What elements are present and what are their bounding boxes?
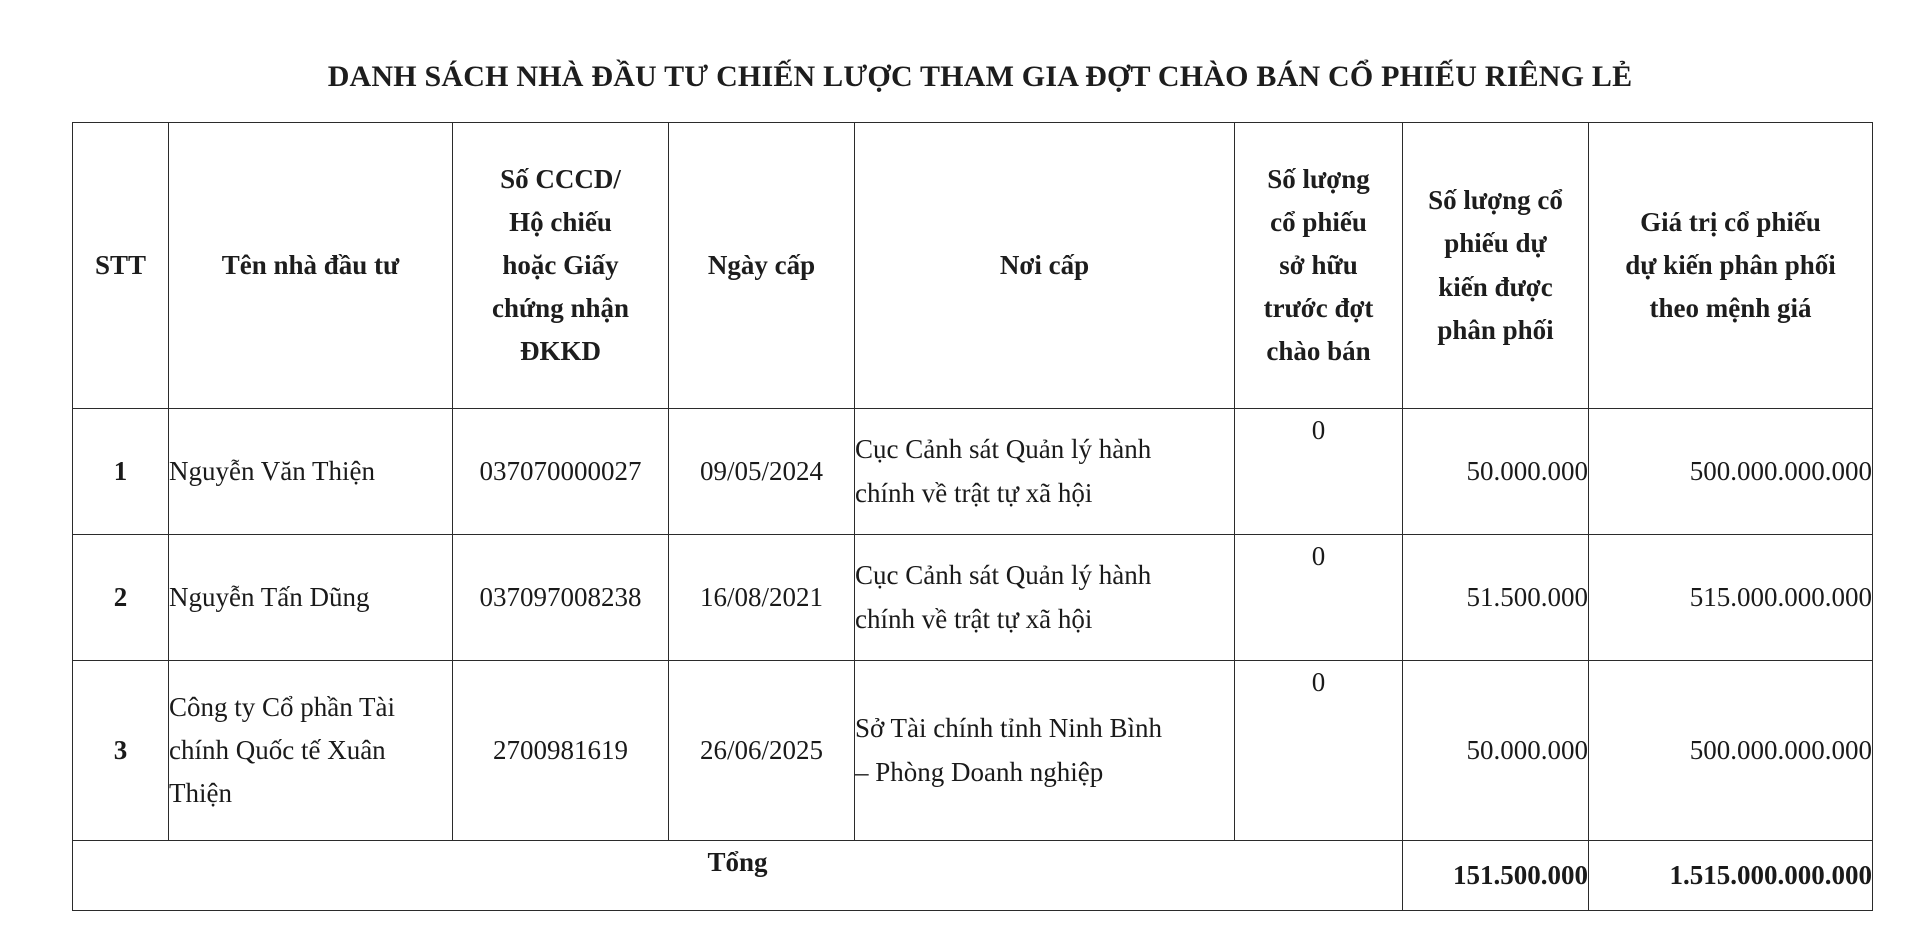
row-shares-owned: 0 <box>1235 409 1403 535</box>
row-stt: 1 <box>73 409 169 535</box>
row-id-number: 037097008238 <box>453 535 669 661</box>
row-id-number: 037070000027 <box>453 409 669 535</box>
row-stt: 3 <box>73 661 169 841</box>
header-share-value: Giá trị cổ phiếu dự kiến phân phối theo mệnh giá <box>1589 123 1873 409</box>
row-investor-name: Công ty Cổ phần Tài chính Quốc tế Xuân Thiện <box>169 661 453 841</box>
document-title: DANH SÁCH NHÀ ĐẦU TƯ CHIẾN LƯỢC THAM GIA ĐỢT CHÀO BÁN CỔ PHIẾU RIÊNG LẺ <box>327 60 1633 93</box>
row-issue-date: 26/06/2025 <box>669 661 855 841</box>
total-share-value: 1.515.000.000.000 <box>1589 841 1873 911</box>
header-stt: STT <box>73 123 169 409</box>
row-issue-date: 09/05/2024 <box>669 409 855 535</box>
total-label: Tổng <box>73 841 1403 911</box>
header-id-number: Số CCCD/ Hộ chiếu hoặc Giấy chứng nhận ĐKKD <box>453 123 669 409</box>
row-shares-distributed: 51.500.000 <box>1403 535 1589 661</box>
row-share-value: 500.000.000.000 <box>1589 409 1873 535</box>
row-share-value: 515.000.000.000 <box>1589 535 1873 661</box>
table-row <box>73 535 1873 661</box>
table-row <box>73 661 1873 841</box>
header-shares-owned: Số lượng cổ phiếu sở hữu trước đợt chào bán <box>1235 123 1403 409</box>
table-header-row <box>73 123 1873 409</box>
row-shares-distributed: 50.000.000 <box>1403 661 1589 841</box>
table-row <box>73 409 1873 535</box>
total-shares-distributed: 151.500.000 <box>1403 841 1589 911</box>
row-issue-place: Sở Tài chính tỉnh Ninh Bình – Phòng Doanh nghiệp <box>855 661 1235 841</box>
row-issue-place: Cục Cảnh sát Quản lý hành chính về trật tự xã hội <box>855 409 1235 535</box>
row-investor-name: Nguyễn Văn Thiện <box>169 409 453 535</box>
header-issue-date: Ngày cấp <box>669 123 855 409</box>
row-issue-place: Cục Cảnh sát Quản lý hành chính về trật tự xã hội <box>855 535 1235 661</box>
row-stt: 2 <box>73 535 169 661</box>
row-id-number: 2700981619 <box>453 661 669 841</box>
row-shares-owned: 0 <box>1235 535 1403 661</box>
table-total-row <box>73 841 1873 911</box>
row-share-value: 500.000.000.000 <box>1589 661 1873 841</box>
row-shares-owned: 0 <box>1235 661 1403 841</box>
row-shares-distributed: 50.000.000 <box>1403 409 1589 535</box>
header-investor-name: Tên nhà đầu tư <box>169 123 453 409</box>
header-shares-distributed: Số lượng cổ phiếu dự kiến được phân phối <box>1403 123 1589 409</box>
header-issue-place: Nơi cấp <box>855 123 1235 409</box>
investor-table <box>72 122 1873 911</box>
row-investor-name: Nguyễn Tấn Dũng <box>169 535 453 661</box>
row-issue-date: 16/08/2021 <box>669 535 855 661</box>
